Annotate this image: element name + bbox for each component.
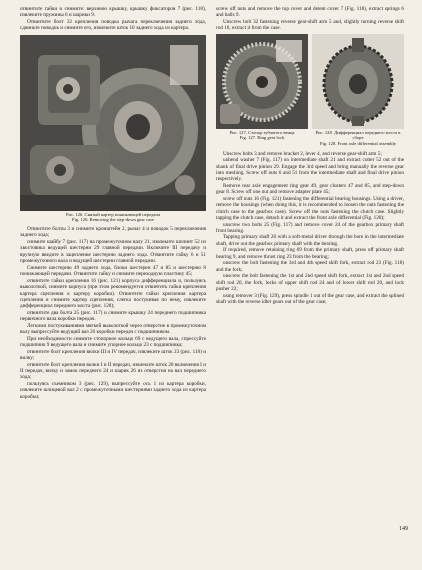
ru-paragraph: пользуясь съемником 3 (рис. 129), выпрессуйте ось 1 из картера коробки, извлеките шлицевой вал 2 с промежуточными шестернями заднего хода из картера коробки; <box>20 380 206 400</box>
figure-126-caption <box>20 212 206 223</box>
ru-paragraph: Отвинтите болты 3 и снимите кронштейн 2, рычаг 4 и поводок 5 переключения заднего хода; <box>20 226 206 239</box>
english-column <box>216 6 404 305</box>
en-paragraph: Tapping primary shaft 26 with a soft-metal driver through the bore in the intermediate shaft, drive out the gearbox primary shaft with the bearing. <box>216 234 404 247</box>
front-axle-differential-image <box>312 34 404 129</box>
ru-paragraph: Отвинтите болт 32 крепления поводка рычага переключения заднего хода, сдвиньте поводок и снимите его, извлеките шток 10 заднего хода из картера. <box>20 18 206 32</box>
figure-126-caption-en: Fig. 126. Removing the step-down gear case <box>72 217 154 223</box>
page-number: 149 <box>399 526 408 532</box>
figure-128-photo <box>312 34 404 129</box>
figure-128-caption-ru: Рис. 128. Дифференциал переднего моста в сборе <box>315 129 401 141</box>
ru-paragraph: отвинтите два болта 25 (рис. 117) и снимите крышку 24 переднего подшипника первичного вала коробки передач. <box>20 309 206 323</box>
en-paragraph: unscrew the bolt fastening the 3rd and 4th speed shift fork, extract rod 23 (Fig. 118) and the fork; <box>216 260 404 273</box>
figure-128-caption-en: Fig. 128. Front axle differential assembly <box>319 141 397 146</box>
ring-gear-lock-image <box>216 34 308 129</box>
step-down-gear-case-image <box>20 35 206 211</box>
figure-127-caption-en: Fig. 127. Ring gear lock <box>239 135 285 141</box>
russian-column <box>20 6 206 400</box>
ru-paragraph: При необходимости снимите стопорное кольцо 69 с ведущего вала, спрессуйте подшипник 9 ведущего вала и снимите упорное кольцо 23 с подшипника; <box>20 335 206 349</box>
ru-paragraph: отвинтите болт крепления вилки III и IV передач, извлеките шток 23 (рис. 118) и вилку; <box>20 348 206 362</box>
figure-126-photo <box>20 35 206 211</box>
ru-paragraph: Снимите шестерню 49 заднего хода, блоки шестерен 47 и 85 и шестерню 8 понижающей передачи. Отвинтите гайку и снимите переходную пластину 45; <box>20 264 206 278</box>
en-paragraph: If required, remove retaining ring 69 from the primary shaft, press off primary shaft bearing 9, and remove thrust ring 23 from the bearing; <box>216 247 404 260</box>
en-paragraph: Unscrew bolts 3 and remove bracket 2, lever 4, and reverse gear-shift arm 5; <box>223 150 382 157</box>
en-paragraph: Unscrew bolt 32 fastening reverse gear-shift arm 5 and, slightly turning reverse shift rod 10, extract it from the case. <box>216 18 404 32</box>
en-paragraph: unscrew the bolt fastening the 1st and 2nd speed shift fork, extract 1st and 2nd speed shift rod 20, the fork, locks of upper shift rod 24 and of lower shift rod 20, and lock pusher 22; <box>216 273 404 293</box>
figure-127-caption <box>216 130 308 141</box>
figure-128 <box>312 34 404 150</box>
figures-127-128 <box>216 34 404 150</box>
ru-paragraph: отвинтите гайки и снимите: верхнюю крышку, крышку фиксаторов 7 (рис. 118), извлеките пружины 6 и шарики 9. <box>20 6 206 19</box>
en-paragraph: screw off nuts and remove the top cover and detent cover 7 (Fig. 118), extract springs 6 and balls 9. <box>216 6 404 19</box>
ru-paragraph: снимите шайбу 7 (рис. 117) на промежуточном валу 21, извлеките шплинт 52 из хвостовика ведущей шестерни 29 главной передачи. Включите III передачу и вручную введите в зацепление шестерню заднего хода. Отвинтите гайку 6 и 51 промежуточного вала и ведущей шестерни главной передачи. <box>20 238 206 265</box>
figure-127 <box>216 34 308 150</box>
figure-127-photo <box>216 34 308 129</box>
ru-paragraph: Легкими постукиваниями мягкой выколоткой через отверстие в промежуточном валу выпрессуйте ведущий вал 26 коробки передач с подшипником. <box>20 322 206 336</box>
ru-paragraph: отвинтите болт крепления вилки I и II передач, извлеките шток 20 включения I и II передач, вилку и замок переднего 24 и шарик 26 из отверстия на вал переднего хода; <box>20 361 206 381</box>
figure-126-caption-ru: Рис. 126. Снятый картер понижающей передачи <box>65 211 161 217</box>
en-paragraph: Remove rear axle engagement ring gear 49, gear clusters 47 and 85, and step-down gear 8. Screw off one nut and remove adapter plate 45; <box>216 182 404 196</box>
figure-127-caption-ru: Рис. 127. Стопор зубчатого венца <box>229 129 295 135</box>
en-paragraph: unscrew two bolts 25 (Fig. 117) and remove cover 24 of the gearbox primary shaft front bearing. <box>216 221 404 235</box>
ru-paragraph: отвинтите гайки крепления 16 (рис. 121) корпуса дифференциала и, пользуясь выколоткой, снимите корпуса (при этом рекомендуется отвинтить гайки крепления картера сцепления к картеру коробки). Отвинтите гайки крепления картера сцепления и снимите картер сцепления, слегка постукивая по нему, извлеките дифференциал переднего моста (рис. 128); <box>20 277 206 310</box>
figure-128-caption <box>312 130 404 147</box>
en-paragraph: screw off nuts 16 (Fig. 121) fastening the differential bearing housings. Using a driver, remove the housings (when doing this, it is recommended to loosen the nuts fastening the clutch case to the gearbox case). Screw off the nuts fastening the clutch case. Slightly tapping the clutch case, detach it and extract the front axle differential (Fig. 128); <box>216 195 404 222</box>
en-paragraph: unbend washer 7 (Fig. 117) on intermediate shaft 21 and extract cotter 52 out of the shank of final drive pinion 29. Engage the 3rd speed and bring manually the reverse gear into meshing. Screw off nuts 6 and 51 from the intermediate shaft and final drive pinion respectively. <box>216 157 404 183</box>
en-paragraph: using remover 3 (Fig. 129), press spindle 1 out of the gear case, and extract the splined shaft with the reverse idler gears out of the gear case; <box>216 292 404 306</box>
